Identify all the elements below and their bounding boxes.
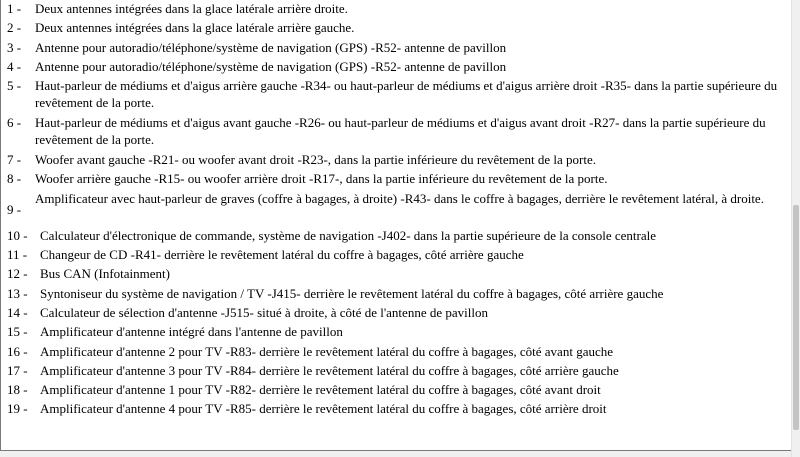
list-item (7, 114, 787, 151)
item-text: Changeur de CD -R41- derrière le revêtement latéral du coffre à bagages, côté arrière gauche (40, 247, 524, 263)
item-text: Bus CAN (Infotainment) (40, 266, 170, 282)
legend-list (7, 0, 787, 420)
item-number: 6 - (7, 115, 22, 131)
item-text: Amplificateur d'antenne intégré dans l'antenne de pavillon (40, 324, 343, 340)
item-text: Amplificateur d'antenne 2 pour TV -R83- derrière le revêtement latéral du coffre à bagages, côté avant gauche (40, 343, 614, 359)
item-number: 10 - (7, 227, 28, 243)
item-number: 8 - (7, 171, 22, 187)
item-text: Deux antennes intégrées dans la glace latérale arrière droite. (35, 1, 348, 16)
item-number: 15 - (7, 324, 28, 340)
list-item (7, 265, 787, 284)
item-text: Calculateur de sélection d'antenne -J515- situé à droite, à côté de l'antenne de pavillon (40, 304, 488, 320)
horizontal-scrollbar[interactable] (0, 451, 791, 457)
list-item (7, 170, 787, 189)
item-text: Haut-parleur de médiums et d'aigus arrière gauche -R34- ou haut-parleur de médiums et d'aigus arrière droit -R35- dans la partie supérieure du revêtement de la porte. (35, 78, 778, 111)
item-text: Amplificateur avec haut-parleur de graves (coffre à bagages, à droite) -R43- dans le coffre à bagages, derrière le revêtement latéral, à droite. (35, 190, 764, 206)
item-text: Haut-parleur de médiums et d'aigus avant gauche -R26- ou haut-parleur de médiums et d'aigus avant droit -R27- dans la partie supérieure du revêtement de la porte. (35, 115, 766, 148)
item-number: 1 - (7, 1, 22, 16)
item-text: Deux antennes intégrées dans la glace latérale arrière gauche. (35, 20, 355, 36)
item-number: 14 - (7, 304, 28, 320)
list-item (7, 381, 787, 400)
item-text: Amplificateur d'antenne 3 pour TV -R84- derrière le revêtement latéral du coffre à bagages, côté arrière gauche (40, 362, 619, 378)
list-item (7, 77, 787, 114)
list-item (7, 0, 787, 19)
list-item (7, 343, 787, 362)
item-number: 18 - (7, 382, 28, 398)
item-number: 13 - (7, 285, 28, 301)
item-number: 7 - (7, 152, 22, 168)
scrollbar-thumb[interactable] (793, 205, 799, 430)
item-text: Woofer arrière gauche -R15- ou woofer arrière droit -R17-, dans la partie inférieure du revêtement de la porte. (35, 171, 608, 187)
item-number: 5 - (7, 78, 22, 94)
item-text: Amplificateur d'antenne 4 pour TV -R85- derrière le revêtement latéral du coffre à bagages, côté arrière droit (40, 401, 607, 417)
item-text: Calculateur d'électronique de commande, système de navigation -J402- dans la partie supérieure de la console centrale (40, 227, 656, 243)
list-item (7, 58, 787, 77)
item-number: 19 - (7, 401, 28, 417)
item-number: 17 - (7, 362, 28, 378)
item-number: 9 - (7, 201, 22, 217)
list-item (7, 151, 787, 170)
vertical-scrollbar[interactable] (791, 0, 800, 457)
item-text: Woofer avant gauche -R21- ou woofer avant droit -R23-, dans la partie inférieure du revêtement de la porte. (35, 152, 596, 168)
list-item (7, 285, 787, 304)
item-number: 11 - (7, 247, 28, 263)
item-number: 12 - (7, 266, 28, 282)
list-item (7, 227, 787, 246)
item-number: 16 - (7, 343, 28, 359)
item-number: 2 - (7, 20, 22, 36)
item-text: Antenne pour autoradio/téléphone/système de navigation (GPS) -R52- antenne de pavillon (35, 58, 507, 74)
item-text: Antenne pour autoradio/téléphone/système de navigation (GPS) -R52- antenne de pavillon (35, 39, 507, 55)
item-text: Syntoniseur du système de navigation / TV -J415- derrière le revêtement latéral du coffre à bagages, côté arrière gauche (40, 285, 664, 301)
item-number: 4 - (7, 58, 22, 74)
list-item (7, 400, 787, 419)
list-item (7, 362, 787, 381)
item-number: 3 - (7, 39, 22, 55)
list-item (7, 304, 787, 323)
list-item (7, 323, 787, 342)
list-item (7, 246, 787, 265)
list-item (7, 39, 787, 58)
list-item (7, 190, 787, 227)
item-text: Amplificateur d'antenne 1 pour TV -R82- derrière le revêtement latéral du coffre à bagages, côté avant droit (40, 382, 601, 398)
list-item (7, 19, 787, 38)
